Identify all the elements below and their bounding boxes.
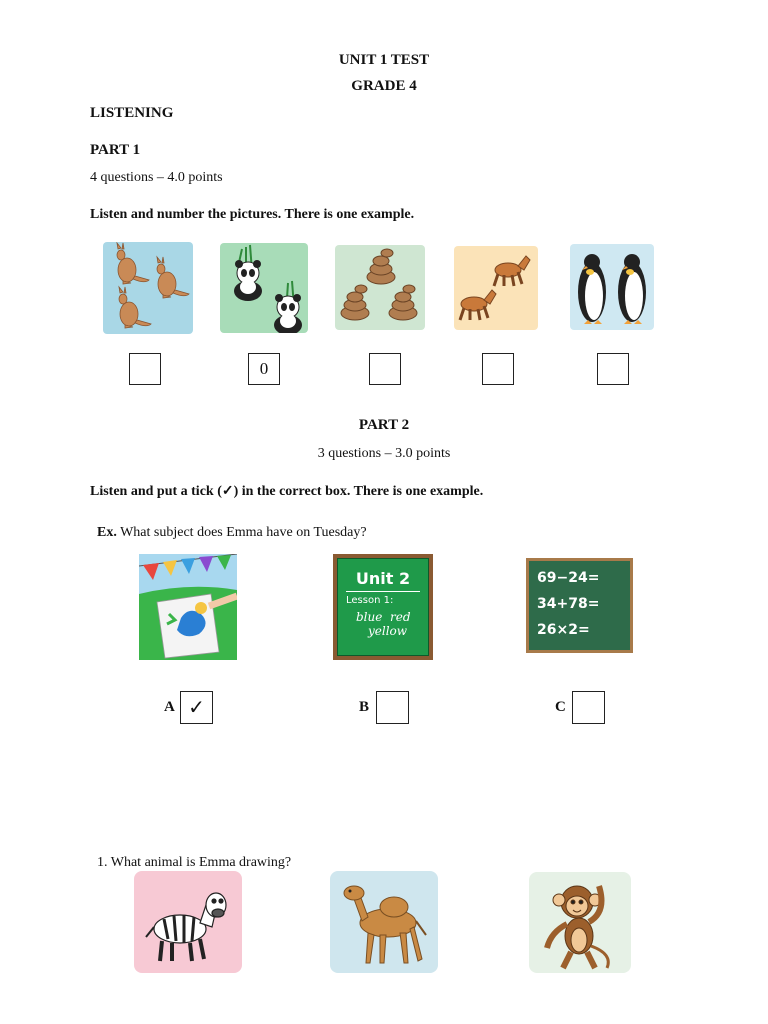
option-b-box[interactable] bbox=[376, 691, 409, 724]
board-b-title: Unit 2 bbox=[355, 569, 411, 588]
example-question bbox=[97, 525, 367, 541]
option-a-box[interactable]: ✓ bbox=[180, 691, 213, 724]
monkey-picture bbox=[529, 872, 631, 973]
part1-title: PART 1 bbox=[90, 142, 141, 158]
part1-info: 4 questions – 4.0 points bbox=[90, 170, 223, 185]
answer-box-3[interactable] bbox=[369, 353, 401, 385]
monkey-icon bbox=[529, 872, 631, 973]
board-c-line-3: 26×2= bbox=[537, 622, 590, 638]
answer-box-2[interactable]: 0 bbox=[248, 353, 280, 385]
snake-picture bbox=[335, 245, 425, 330]
penguin-picture bbox=[570, 244, 654, 330]
camel-icon bbox=[330, 871, 438, 973]
test-title: UNIT 1 TEST bbox=[338, 52, 430, 68]
horse-picture bbox=[454, 246, 538, 330]
zebra-icon bbox=[134, 871, 242, 973]
panda-picture bbox=[220, 243, 308, 333]
kangaroo-picture bbox=[103, 242, 193, 334]
example-question-text: What subject does Emma have on Tuesday? bbox=[120, 525, 367, 540]
penguin-icon bbox=[570, 244, 654, 330]
section-listening: LISTENING bbox=[90, 105, 174, 121]
math-board-picture bbox=[526, 558, 633, 653]
panda-icon bbox=[220, 243, 308, 333]
answer-box-1[interactable] bbox=[129, 353, 161, 385]
painting-icon bbox=[139, 554, 237, 660]
part2-title: PART 2 bbox=[358, 417, 410, 433]
english-board-picture bbox=[333, 554, 433, 660]
horse-icon bbox=[454, 246, 538, 330]
part1-instruction: Listen and number the pictures. There is one example. bbox=[90, 207, 415, 222]
option-a-label: A bbox=[164, 699, 175, 715]
board-c-line-2: 34+78= bbox=[537, 596, 600, 612]
answer-box-5[interactable] bbox=[597, 353, 629, 385]
option-c-label: C bbox=[555, 699, 566, 715]
part2-info: 3 questions – 3.0 points bbox=[317, 446, 451, 461]
part2-instruction: Listen and put a tick (✓) in the correct box. There is one example. bbox=[90, 484, 484, 499]
board-b-line-3: yellow bbox=[368, 624, 408, 638]
zebra-picture bbox=[134, 871, 242, 973]
answer-box-4[interactable] bbox=[482, 353, 514, 385]
kangaroo-icon bbox=[103, 242, 193, 334]
option-c-box[interactable] bbox=[572, 691, 605, 724]
question-1: 1. What animal is Emma drawing? bbox=[97, 855, 292, 870]
board-b-line-1: Lesson 1: bbox=[346, 595, 394, 606]
board-b-line-2: blue red bbox=[356, 610, 411, 624]
art-picture bbox=[139, 554, 237, 660]
board-c-line-1: 69−24= bbox=[537, 570, 600, 586]
snake-icon bbox=[335, 245, 425, 330]
camel-picture bbox=[330, 871, 438, 973]
example-prefix: Ex. bbox=[97, 525, 117, 540]
grade-label: GRADE 4 bbox=[351, 78, 417, 94]
option-b-label: B bbox=[359, 699, 370, 715]
